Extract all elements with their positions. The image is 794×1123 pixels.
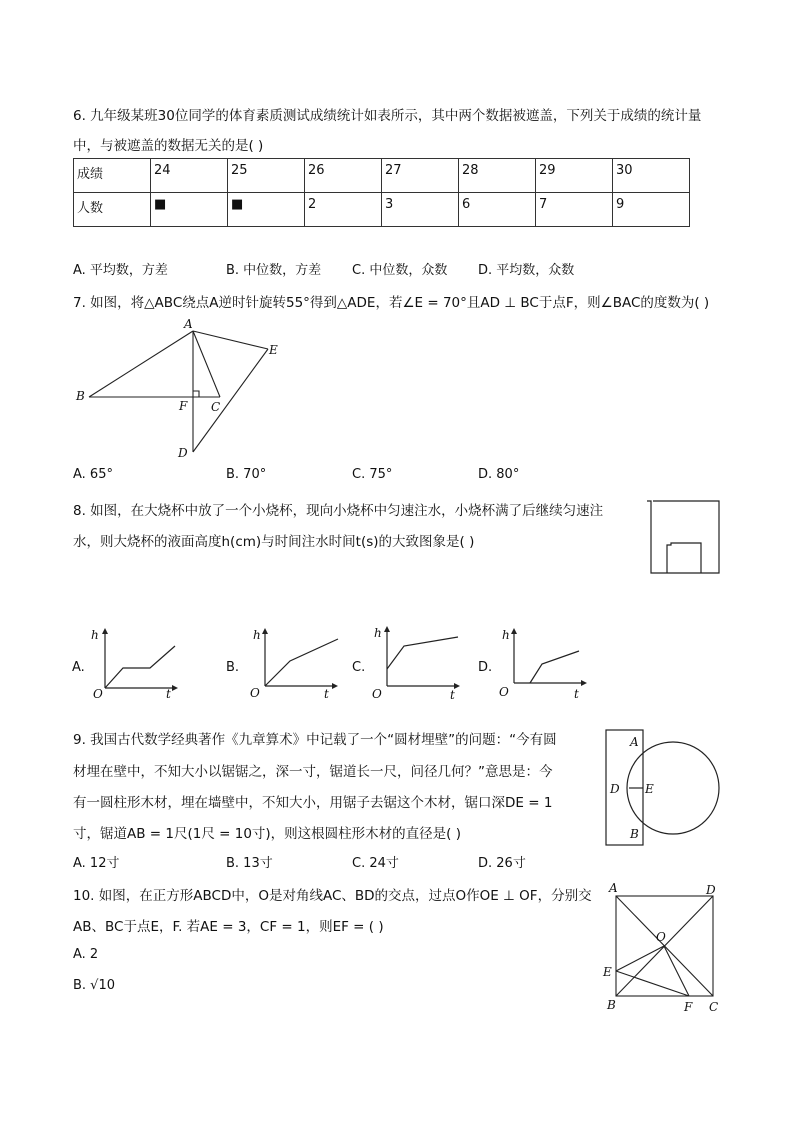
table-row [74,193,690,227]
table-cell: 25 [228,159,305,193]
graph-c-o-label: O [372,687,382,700]
graph-a-curve [105,646,175,688]
table-cell: 6 [459,193,536,227]
q7-text: 7. 如图，将△ABC绕点A逆时针旋转55°得到△ADE，若∠E = 70°且AD ⊥ BC于点F，则∠BAC的度数为( ) [73,295,710,311]
y-arrow [511,628,517,634]
y-arrow [102,628,108,634]
label-f: F [179,399,188,413]
table-cell: ■ [228,193,305,227]
label-c: C [211,400,221,414]
q6-option-d: D. 平均数，众数 [478,263,575,278]
q9-option-a: A. 12寸 [73,856,120,871]
table-cell: 成绩 [74,159,151,193]
q8-option-d: D. [478,660,493,675]
segment-oe [616,946,664,971]
x-arrow [454,683,460,689]
q7-option-a: A. 65° [73,467,113,482]
x-arrow [581,680,587,686]
graph-c-h-label: h [374,626,382,640]
graph-a-o-label: O [93,687,103,698]
q8-option-b: B. [226,660,240,675]
label-a: A [184,317,193,331]
q7-option-b: B. 70° [226,467,267,482]
graph-d-o-label: O [499,685,509,698]
label-o: O [656,930,666,944]
q6-line2: 中，与被遮盖的数据无关的是( ) [73,138,264,154]
table-cell: 2 [305,193,382,227]
q10-option-b: B. √10 [73,978,116,993]
table-cell: 29 [536,159,613,193]
q7-option-d: D. 80° [478,467,520,482]
table-cell: 24 [151,159,228,193]
label-a: A [630,735,639,749]
label-e: E [645,782,654,796]
q10-option-a: A. 2 [73,947,99,962]
table-cell: 9 [613,193,690,227]
x-arrow [332,683,338,689]
q9-option-c: C. 24寸 [352,856,399,871]
q10-line1: 10. 如图，在正方形ABCD中，O是对角线AC、BD的交点，过点O作OE ⊥ OF，分别交 [73,888,592,904]
q6-line1: 6. 九年级某班30位同学的体育素质测试成绩统计如表所示，其中两个数据被遮盖，下列关于成绩的统计量 [73,108,702,124]
q8-line1: 8. 如图，在大烧杯中放了一个小烧杯，现向小烧杯中匀速注水，小烧杯满了后继续匀速注 [73,503,604,519]
q9-line1: 9. 我国古代数学经典著作《九章算术》中记载了一个“圆材埋壁”的问题：“今有圆 [73,732,557,748]
label-b: B [76,389,85,403]
large-beaker [647,501,719,573]
table-cell: 30 [613,159,690,193]
small-beaker [667,543,701,573]
q6-option-c: C. 中位数，众数 [352,263,448,278]
graph-c-t-label: t [450,688,455,700]
score-table [73,158,690,227]
segment-ac [193,331,220,397]
q10-square-figure [600,880,725,1015]
label-f: F [684,1000,693,1014]
graph-b-t-label: t [324,687,329,698]
label-c: C [709,1000,719,1014]
label-d: D [178,446,188,460]
table-cell: ■ [151,193,228,227]
q6-option-b: B. 中位数，方差 [226,263,322,278]
beaker-figure [645,496,725,578]
right-angle-mark [193,391,199,397]
table-cell: 28 [459,159,536,193]
q8-option-a: A. [72,660,85,675]
q9-circle-figure [603,726,725,848]
label-b: B [630,827,639,841]
graph-c-curve [387,637,458,669]
q8-option-c: C. [352,660,366,675]
q9-line3: 有一圆柱形木材，埋在墙壁中，不知大小，用锯子去锯这个木材，锯口深DE = 1 [73,795,553,811]
q10-line2: AB、BC于点E，F. 若AE = 3，CF = 1，则EF = ( ) [73,919,384,935]
segment-de [193,349,268,452]
graph-b-o-label: O [250,686,260,698]
q7-option-c: C. 75° [352,467,393,482]
graph-d-h-label: h [502,628,510,642]
segment-ab [89,331,193,397]
graph-d-t-label: t [574,687,579,698]
q7-triangle-figure [70,315,290,465]
q9-option-b: B. 13寸 [226,856,273,871]
label-e: E [603,965,612,979]
q9-line4: 寸，锯道AB = 1尺(1尺 = 10寸)，则这根圆柱形木材的直径是( ) [73,826,461,842]
label-d: D [706,883,716,897]
y-arrow [262,628,268,634]
table-cell: 26 [305,159,382,193]
q9-option-d: D. 26寸 [478,856,526,871]
graph-b-curve [265,639,338,686]
table-cell: 人数 [74,193,151,227]
x-arrow [172,685,178,691]
label-e: E [269,343,278,357]
graph-a-t-label: t [166,687,171,698]
label-d: D [610,782,620,796]
graph-d-curve [530,651,579,683]
table-row [74,159,690,193]
graph-b-h-label: h [253,628,261,642]
table-cell: 7 [536,193,613,227]
graph-a-h-label: h [91,628,99,642]
table-cell: 27 [382,159,459,193]
q8-line2: 水，则大烧杯的液面高度h(cm)与时间注水时间t(s)的大致图象是( ) [73,534,475,550]
graph-b [248,626,348,698]
label-b: B [607,998,616,1012]
q6-option-a: A. 平均数，方差 [73,263,168,278]
graph-c [370,624,470,700]
q9-line2: 材埋在壁中，不知大小以锯锯之，深一寸，锯道长一尺，问径几何？”意思是：今 [73,764,553,780]
segment-ae [193,331,268,349]
graph-d [497,626,597,698]
y-arrow [384,626,390,632]
graph-a [88,626,188,698]
table-cell: 3 [382,193,459,227]
label-a: A [609,881,618,895]
